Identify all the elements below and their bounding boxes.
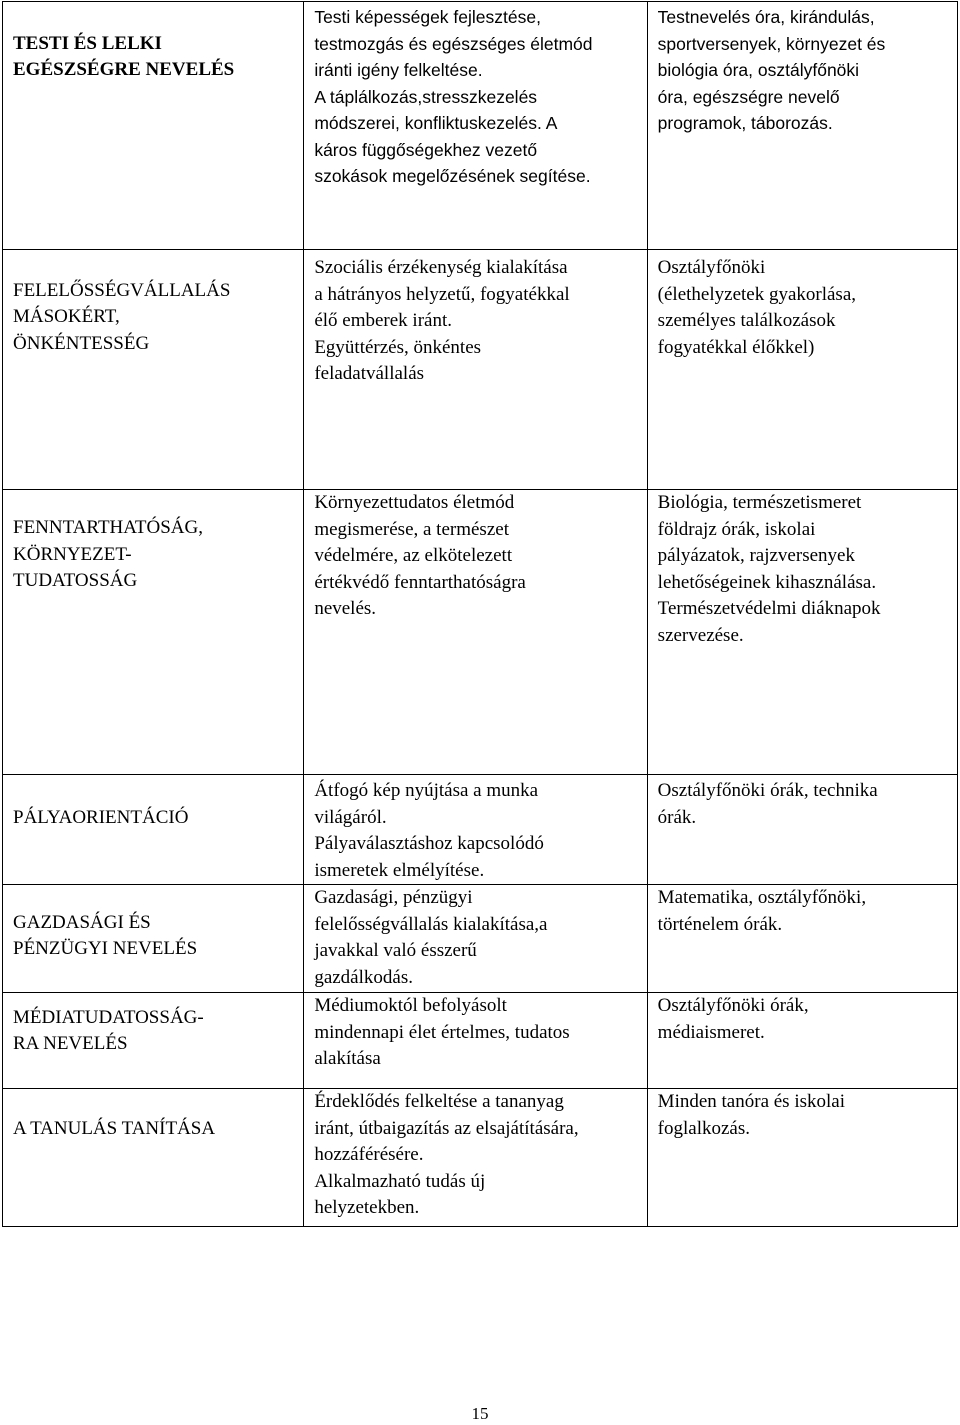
activity-line: történelem órák. — [657, 913, 783, 935]
goal-line: megismerése, a természet — [314, 518, 509, 540]
category-line: EGÉSZSÉGRE NEVELÉS — [13, 59, 235, 80]
category-line: RA NEVELÉS — [13, 1033, 128, 1054]
activity-line: lehetőségeinek kihasználása. — [657, 571, 877, 593]
goal-line: világáról. — [314, 806, 387, 828]
category-cell — [3, 1089, 304, 1227]
activity-line: Természetvédelmi diáknapok — [657, 598, 881, 619]
goal-line: Médiumoktól befolyásolt — [314, 995, 507, 1016]
category-cell — [3, 993, 304, 1089]
goal-line: Együttérzés, önkéntes — [314, 336, 482, 358]
goal-line: feladatvállalás — [314, 363, 425, 384]
table-row — [3, 885, 958, 993]
goal-line: szokások megelőzésének segítése. — [314, 166, 591, 186]
category-line: ÖNKÉNTESSÉG — [13, 332, 150, 354]
goal-line: módszerei, konfliktuskezelés. A — [314, 113, 558, 133]
goal-line: testmozgás és egészséges életmód — [314, 33, 593, 54]
activity-line: médiaismeret. — [657, 1021, 765, 1043]
activity-line: biológia óra, osztályfőnöki — [657, 60, 860, 80]
goal-line: iránt, útbaigazítás az elsajátítására, — [314, 1117, 579, 1139]
activity-line: foglalkozás. — [657, 1117, 750, 1139]
goal-line: A táplálkozás,stresszkezelés — [314, 86, 538, 107]
category-line: FENNTARTHATÓSÁG, — [13, 517, 203, 539]
category-line: A TANULÁS TANÍTÁSA — [13, 1117, 216, 1139]
category-cell — [3, 490, 304, 775]
category-line: PÉNZÜGYI NEVELÉS — [13, 938, 198, 959]
activity-line: Matematika, osztályfőnöki, — [657, 887, 867, 908]
activity-cell — [647, 1089, 957, 1227]
activity-line: Minden tanóra és iskolai — [657, 1091, 845, 1112]
table-row — [3, 1089, 958, 1227]
category-cell — [3, 250, 304, 490]
activity-line: programok, táborozás. — [657, 113, 833, 133]
category-line: MÁSOKÉRT, — [13, 306, 120, 328]
activity-line: Biológia, természetismeret — [657, 492, 862, 513]
goal-line: gazdálkodás. — [314, 966, 413, 988]
category-line: MÉDIATUDATOSSÁG- — [13, 1006, 204, 1028]
category-cell — [3, 775, 304, 885]
activity-line: óra, egészségre nevelő — [657, 86, 840, 107]
page-number: 15 — [471, 1404, 489, 1423]
category-line: TESTI ÉS LELKI — [13, 32, 162, 54]
activity-line: Osztályfőnöki órák, — [657, 995, 809, 1016]
table-row — [3, 775, 958, 885]
goal-cell — [304, 250, 647, 490]
activity-line: Osztályfőnöki — [657, 257, 766, 278]
goal-line: hozzáférésére. — [314, 1144, 424, 1165]
goal-line: iránti igény felkeltése. — [314, 60, 483, 80]
goal-line: felelősségvállalás kialakítása,a — [314, 913, 548, 935]
activity-cell — [647, 490, 957, 775]
goal-line: helyzetekben. — [314, 1197, 420, 1218]
category-line: FELELŐSSÉGVÁLLALÁS — [13, 279, 231, 301]
goal-line: Pályaválasztáshoz kapcsolódó — [314, 833, 544, 854]
goal-line: Átfogó kép nyújtása a munka — [314, 780, 539, 801]
goal-cell — [304, 885, 647, 993]
category-line: TUDATOSSÁG — [13, 570, 138, 592]
goal-line: Gazdasági, pénzügyi — [314, 887, 473, 908]
activity-line: szervezése. — [657, 624, 744, 646]
goal-cell — [304, 775, 647, 885]
curriculum-table — [2, 1, 958, 1227]
activity-line: pályázatok, rajzversenyek — [657, 545, 855, 566]
category-cell — [3, 2, 304, 250]
activity-line: személyes találkozások — [657, 310, 836, 331]
goal-line: Szociális érzékenység kialakítása — [314, 257, 568, 278]
goal-line: javakkal való ésszerű — [314, 940, 477, 961]
category-line: KÖRNYEZET- — [13, 543, 132, 565]
goal-line: élő emberek iránt. — [314, 310, 452, 331]
category-line: GAZDASÁGI ÉS — [13, 911, 151, 933]
table-row — [3, 490, 958, 775]
activity-line: Osztályfőnöki órák, technika — [657, 780, 878, 801]
activity-cell — [647, 2, 957, 250]
goal-cell — [304, 993, 647, 1089]
activity-line: fogyatékkal élőkkel) — [657, 336, 815, 358]
goal-line: alakítása — [314, 1048, 381, 1069]
category-cell — [3, 885, 304, 993]
category-line: PÁLYAORIENTÁCIÓ — [13, 806, 189, 828]
goal-line: káros függőségekhez vezető — [314, 139, 538, 160]
activity-line: (élethelyzetek gyakorlása, — [657, 283, 857, 305]
activity-line: Testnevelés óra, kirándulás, — [657, 7, 875, 27]
goal-line: Érdeklődés felkeltése a tananyag — [314, 1091, 564, 1112]
goal-line: nevelés. — [314, 598, 377, 619]
activity-line: földrajz órák, iskolai — [657, 518, 816, 540]
activity-line: órák. — [657, 806, 697, 828]
activity-cell — [647, 885, 957, 993]
goal-line: Testi képességek fejlesztése, — [314, 7, 541, 27]
table-row — [3, 250, 958, 490]
goal-line: Alkalmazható tudás új — [314, 1170, 486, 1192]
activity-line: sportversenyek, környezet és — [657, 33, 886, 54]
activity-cell — [647, 250, 957, 490]
activity-cell — [647, 775, 957, 885]
goal-cell — [304, 2, 647, 250]
goal-line: Környezettudatos életmód — [314, 492, 515, 513]
goal-line: a hátrányos helyzetű, fogyatékkal — [314, 283, 570, 305]
goal-cell — [304, 490, 647, 775]
goal-line: mindennapi élet értelmes, tudatos — [314, 1021, 570, 1043]
table-row — [3, 993, 958, 1089]
activity-cell — [647, 993, 957, 1089]
table-row — [3, 2, 958, 250]
goal-line: ismeretek elmélyítése. — [314, 859, 485, 881]
goal-cell — [304, 1089, 647, 1227]
goal-line: értékvédő fenntarthatóságra — [314, 571, 526, 593]
goal-line: védelmére, az elkötelezett — [314, 545, 513, 566]
